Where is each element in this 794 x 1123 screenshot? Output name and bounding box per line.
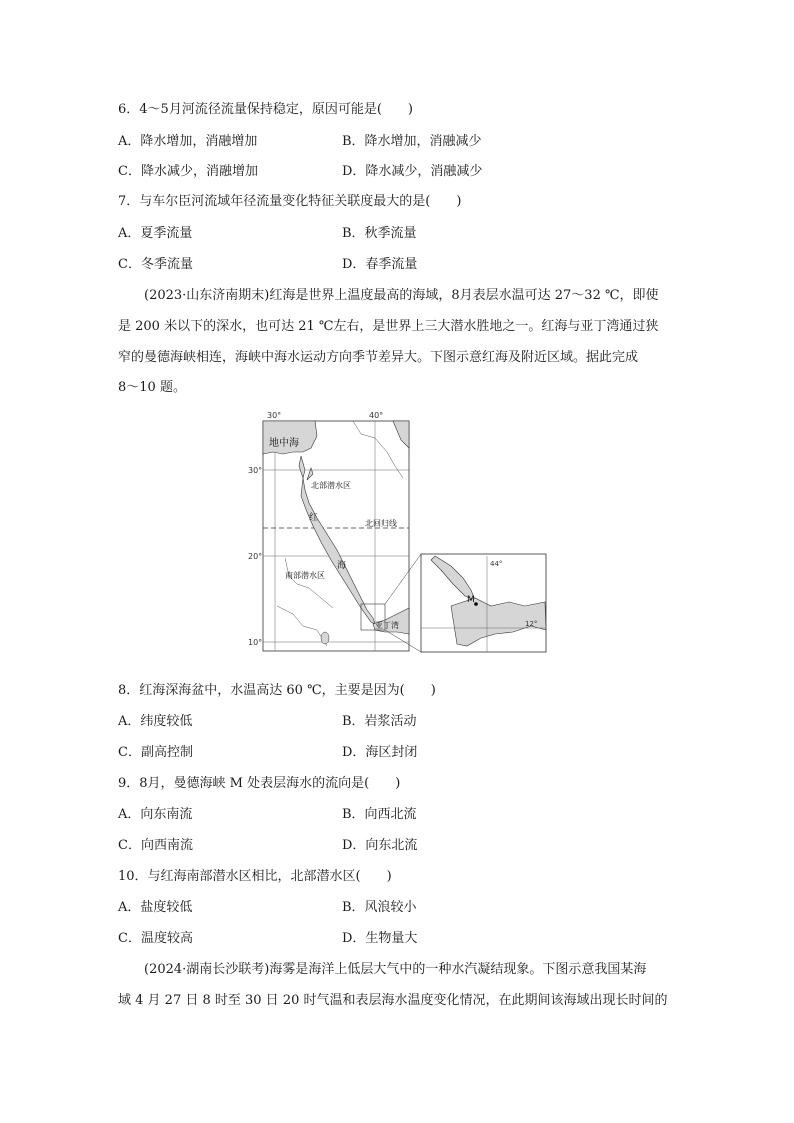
- material1-line3: 窄的曼德海峡相连，海峡中海水运动方向季节差异大。下图示意红海及附近区域。据此完成: [118, 350, 639, 365]
- label-red-2: 海: [337, 561, 347, 571]
- label-inset-lon-44: 44°: [490, 560, 503, 568]
- q9-option-c: C．向西南流: [118, 838, 193, 853]
- label-lon-30: 30°: [267, 411, 282, 420]
- material2-line1: (2024·湖南长沙联考)海雾是海洋上低层大气中的一种水汽凝结现象。下图示意我国某海: [144, 962, 647, 977]
- q10-option-b: B．风浪较小: [342, 900, 417, 915]
- q7-option-d: D．春季流量: [342, 257, 418, 272]
- label-point-m: M: [467, 595, 475, 605]
- q6-option-a: A．降水增加，消融增加: [118, 134, 258, 149]
- label-south-dive-area: 南部潜水区: [285, 571, 325, 580]
- label-mediterranean: 地中海: [269, 438, 299, 449]
- q7-option-b: B．秋季流量: [342, 226, 417, 241]
- q8-option-d: D．海区封闭: [342, 745, 418, 760]
- q8-option-a: A．纬度较低: [118, 714, 193, 729]
- q6-option-c: C．降水减少，消融增加: [118, 164, 258, 179]
- label-inset-lat-12: 12°: [525, 620, 538, 628]
- label-tropic: 北回归线: [365, 519, 397, 528]
- q10-option-c: C．温度较高: [118, 931, 193, 946]
- map-frame: [263, 421, 409, 651]
- material1-line1: (2023·山东济南期末)红海是世界上温度最高的海域，8月表层水温可达 27～32 ℃，即使: [144, 288, 659, 303]
- material1-line4: 8～10 题。: [118, 380, 186, 395]
- q7-option-a: A．夏季流量: [118, 226, 193, 241]
- q8-stem: 8．红海深海盆中，水温高达 60 ℃，主要是因为( ): [118, 683, 436, 698]
- label-north-dive-area: 北部潜水区: [311, 481, 351, 490]
- q6-stem: 6．4～5月河流径流量保持稳定，原因可能是( ): [118, 102, 413, 117]
- q9-option-d: D．向东北流: [342, 838, 418, 853]
- q10-option-d: D．生物量大: [342, 931, 418, 946]
- q9-stem: 9．8月，曼德海峡 M 处表层海水的流向是( ): [118, 776, 401, 791]
- q8-option-c: C．副高控制: [118, 745, 193, 760]
- lake-tana: [321, 632, 329, 644]
- q9-option-b: B．向西北流: [342, 807, 417, 822]
- label-gulf-of-aden: 亚丁湾: [375, 621, 399, 630]
- label-lat-20: 20°: [248, 552, 263, 561]
- q6-option-d: D．降水减少，消融减少: [342, 164, 483, 179]
- label-lat-10: 10°: [248, 638, 263, 647]
- q10-stem: 10．与红海南部潜水区相比，北部潜水区( ): [118, 869, 392, 884]
- q7-option-c: C．冬季流量: [118, 257, 193, 272]
- q8-option-b: B．岩浆活动: [342, 714, 417, 729]
- material1-line2: 是 200 米以下的深水，也可达 21 ℃左右，是世界上三大潜水胜地之一。红海与亚丁湾通过狭: [118, 319, 659, 334]
- label-lat-30: 30°: [248, 466, 263, 475]
- q6-option-b: B．降水增加，消融减少: [342, 134, 482, 149]
- label-red-1: 红: [309, 513, 319, 523]
- q9-option-a: A．向东南流: [118, 807, 193, 822]
- material2-line2: 域 4 月 27 日 8 时至 30 日 20 时气温和表层海水温度变化情况，在此期间该海域出现长时间的: [118, 993, 668, 1008]
- red-sea-map: [245, 408, 550, 656]
- q7-stem: 7．与车尔臣河流域年径流量变化特征关联度最大的是( ): [118, 194, 462, 209]
- q10-option-a: A．盐度较低: [118, 900, 193, 915]
- label-lon-40: 40°: [369, 411, 384, 420]
